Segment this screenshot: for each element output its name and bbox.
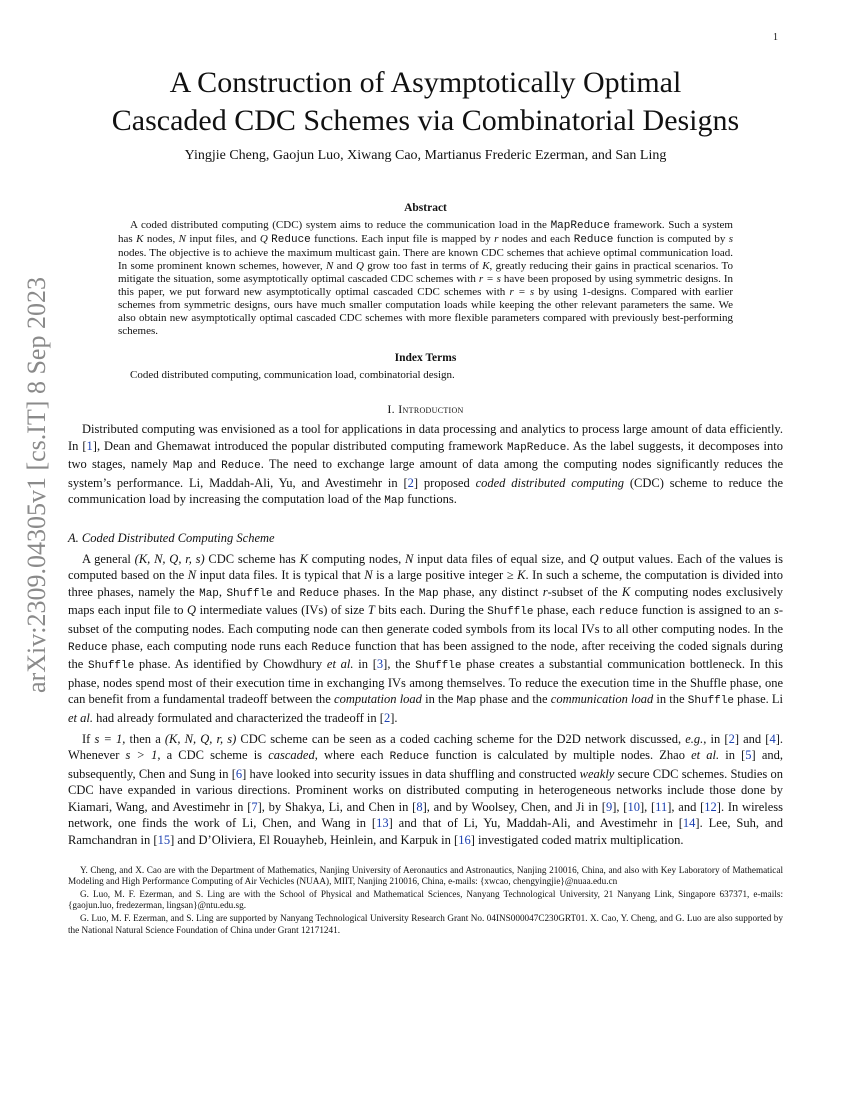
abstract xyxy=(118,202,733,338)
citation-link[interactable]: 5 xyxy=(745,748,752,763)
citation-link[interactable]: 11 xyxy=(655,799,668,814)
abstract-text: A coded distributed computing (CDC) system aims to reduce the communication load in the MapReduce framework. Such a system has K nodes, N input files, and Q Reduce functions. Each input file is mapped by r nodes and each Reduce function is computed by s nodes. The objective is to achieve the maximum multicast gain. There are known CDC schemes that achieve optimal communication load. In some prominent known schemes, however, N and Q grow too fast in terms of K, greatly reducing their gains in practical scenarios. To mitigate the situation, some asymptotically optimal cascaded CDC schemes with r = s have been proposed by using symmetric designs. In this paper, we put forward new asymptotically optimal cascaded CDC schemes with r = s by using 1-designs. Compared with earlier schemes from symmetric designs, ours have much smaller computation loads while keeping the other relevant parameters the same. We also obtain new asymptotically optimal cascaded CDC schemes with more flexible parameters compared with previously best-performing schemes. xyxy=(118,219,734,337)
citation-link[interactable]: 8 xyxy=(416,799,423,814)
footnotes xyxy=(68,865,783,936)
citation-link[interactable]: 1 xyxy=(86,438,93,453)
title-line-2: Cascaded CDC Schemes via Combinatorial Designs xyxy=(111,104,740,137)
citation-link[interactable]: 6 xyxy=(235,766,243,781)
paper-content xyxy=(68,64,783,938)
body-text xyxy=(68,421,783,849)
cdc-paragraph-1: A general (K, N, Q, r, s) CDC scheme has K computing nodes, N input data files of equal size, and Q output values. Each of the values is computed based on the N input data files. It is typical that N is a large positive integer ≥ K. In such a scheme, the computation is divided into three phases, namely the Map, Shuffle and Reduce phases. In the Map phase, any distinct r-subset of the K computing nodes exclusively maps each input file to Q intermediate values (IVs) of size T bits each. During the Shuffle phase, each reduce function is assigned to an s-subset of the computing nodes. Each computing node can then generate coded symbols from its local IVs to all other computing nodes. In the Reduce phase, each computing node runs each Reduce function that has been assigned to the node, after receiving the coded signals during the Shuffle phase. As identified by Chowdhury et al. in [3], the Shuffle phase creates a substantial communication bottleneck. In this phase, nodes spend most of their execution time in exchanging IVs among themselves. To reduce the execution time in the Shuffle phase, one can benefit from a fundamental tradeoff between the computation load in the Map phase and the communication load in the Shuffle phase. Li et al. had already formulated and characterized the tradeoff in [2]. xyxy=(68,551,784,725)
abstract-heading: Abstract xyxy=(404,202,447,214)
citation-link[interactable]: 2 xyxy=(728,731,735,746)
title-line-1: A Construction of Asymptotically Optimal xyxy=(169,66,682,99)
arxiv-identifier[interactable]: arXiv:2309.04305v1 [cs.IT] 8 Sep 2023 xyxy=(22,277,51,693)
citation-link[interactable]: 2 xyxy=(383,710,391,725)
citation-link[interactable]: 12 xyxy=(704,799,717,814)
footnote-funding: G. Luo, M. F. Ezerman, and S. Ling are supported by Nanyang Technological University Research Grant No. 04INS000047C230GRT01. X. Cao, Y. Cheng, and G. Luo are also supported by the National Natural Science Foundation of China under Grant 12171241. xyxy=(68,913,783,935)
author-list: Yingjie Cheng, Gaojun Luo, Xiwang Cao, Martianus Frederic Ezerman, and San Ling xyxy=(184,148,667,163)
citation-link[interactable]: 4 xyxy=(769,731,776,746)
citation-link[interactable]: 7 xyxy=(251,799,258,814)
footnote-affiliation-2: G. Luo, M. F. Ezerman, and S. Ling are with the School of Physical and Mathematical Sciences, Nanyang Technological University, 21 Nanyang Link, Singapore 637371, e-mails: {gaojun.luo, fredezerman, lingsan}@ntu.edu.sg. xyxy=(68,889,783,911)
citation-link[interactable]: 2 xyxy=(407,475,414,490)
citation-link[interactable]: 15 xyxy=(157,833,171,848)
section-heading-introduction: I. Introduction xyxy=(387,402,464,416)
citation-link[interactable]: 14 xyxy=(682,816,696,831)
citation-link[interactable]: 16 xyxy=(458,833,471,848)
footnote-affiliation-1: Y. Cheng, and X. Cao are with the Department of Mathematics, Nanjing University of Aeronautics and Astronautics, Nanjing 210016, China, and also with Key Laboratory of Mathematical Modeling and High Performance Computing of Air Vechicles (NUAA), MIIT, Nanjing 210016, China, e-mails: {xwcao, chengyingjie}@nuaa.edu.cn xyxy=(68,864,783,886)
subsection-heading: A. Coded Distributed Computing Scheme xyxy=(68,530,275,545)
citation-link[interactable]: 10 xyxy=(627,799,640,814)
paper-title xyxy=(68,64,783,140)
arxiv-sidebar xyxy=(12,277,62,693)
index-terms-heading: Index Terms xyxy=(394,352,457,364)
index-terms-text: Coded distributed computing, communication load, combinatorial design. xyxy=(130,369,455,381)
index-terms xyxy=(118,352,733,382)
page-number: 1 xyxy=(773,32,778,43)
citation-link[interactable]: 3 xyxy=(376,657,384,672)
cdc-paragraph-2: If s = 1, then a (K, N, Q, r, s) CDC scheme can be seen as a coded caching scheme for the D2D network discussed, e.g., in [2] and [4]. Whenever s > 1, a CDC scheme is cascaded, where each Reduce function is calculated by multiple nodes. Zhao et al. in [5] and, subsequently, Chen and Sung in [6] have looked into security issues in data shuffling and constructed weakly secure CDC schemes. Studies on CDC have expanded in various directions. Prominent works on distributed computing in heterogeneous networks include those done by Kiamari, Wang, and Avestimehr in [7], by Shakya, Li, and Chen in [8], and by Woolsey, Chen, and Ji in [9], [10], [11], and [12]. In wireless network, one finds the work of Li, Chen, and Wang in [13] and that of Li, Yu, Maddah-Ali, and Avestimehr in [14]. Lee, Suh, and Ramchandran in [15] and D’Oliviera, El Rouayheb, Heinlein, and Karpuk in [16] investigated coded matrix multiplication. xyxy=(68,731,784,848)
intro-paragraph: Distributed computing was envisioned as a tool for applications in data processing and analytics to process large amount of data efficiently. In [1], Dean and Ghemawat introduced the popular distributed computing framework MapReduce. As the label suggests, it decomposes into two stages, namely Map and Reduce. The need to exchange large amount of data among the computing nodes significantly reduces the system’s performance. Li, Maddah-Ali, Yu, and Avestimehr in [2] proposed coded distributed computing (CDC) scheme to reduce the communication load by increasing the computation load of the Map functions. xyxy=(68,422,784,508)
citation-link[interactable]: 9 xyxy=(605,799,613,814)
citation-link[interactable]: 13 xyxy=(376,816,389,831)
